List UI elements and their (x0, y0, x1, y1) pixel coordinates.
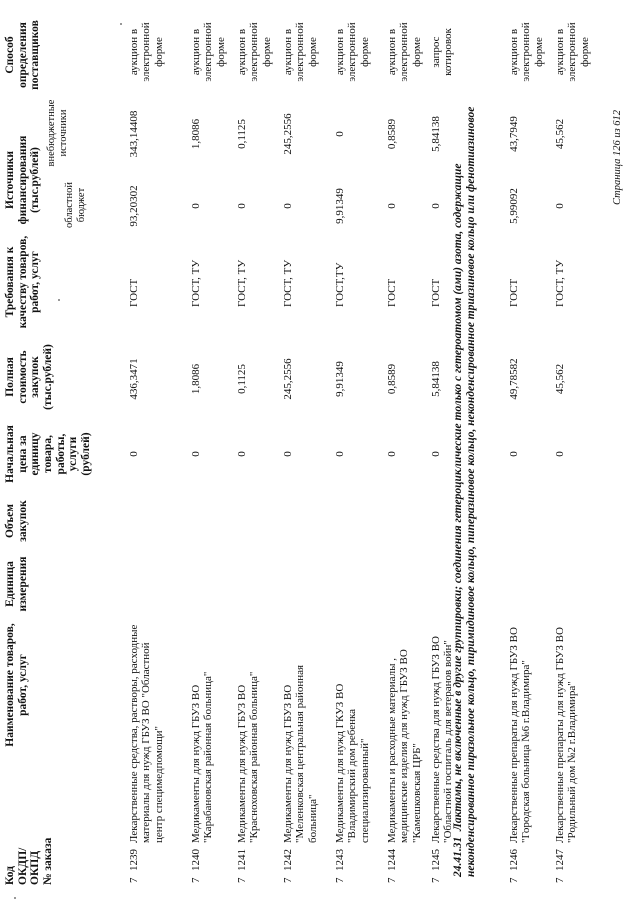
cell-unit-price: 0 (334, 451, 346, 457)
cell-name: Медикаменты для нужд ГБУЗ ВО "Меленковская центральная районная больница" (282, 664, 319, 843)
cell-name: Медикаменты для нужд ГБУЗ ВО "Карабановская районная больница" (190, 671, 215, 843)
cell-total-cost: 436,3471 (128, 358, 140, 400)
cell-offbudget: 245,2556 (282, 113, 294, 155)
cell-total-cost: 49,78582 (508, 358, 520, 400)
cell-requirements: ГОСТ, ТУ (190, 259, 202, 307)
cell-order-number: 1243 (334, 849, 346, 871)
cell-name: Лекарственные средства, растворы, расходные материалы для нужд ГБУЗ ВО "Областной центр специмедпомощи" (128, 624, 165, 843)
cell-order-number: 1245 (430, 849, 442, 871)
cell-requirements: ГОСТ (430, 278, 442, 307)
cell-method: аукцион в электронной форме (508, 22, 545, 82)
cell-code: 7 (128, 877, 140, 883)
cell-total-cost: 9,91349 (334, 361, 346, 397)
cell-regional-budget: 0 (430, 203, 442, 209)
cell-method: запрос котировок (430, 28, 455, 76)
scan-speck (58, 299, 60, 301)
cell-requirements: ГОСТ (128, 278, 140, 307)
header-requirements: Требования к качеству товаров, работ, услуг (4, 235, 42, 329)
cell-requirements: ГОСТ (508, 278, 520, 307)
cell-code: 7 (508, 877, 520, 883)
header-price: Начальная цена за единицу товара, работы, услуги (рублей) (4, 425, 92, 483)
cell-offbudget: 0,8589 (386, 118, 398, 150)
header-volume: Объем закупок (4, 500, 29, 542)
cell-offbudget: 0 (334, 131, 346, 137)
cell-unit-price: 0 (554, 451, 566, 457)
cell-name: Медикаменты и расходные материалы , медицинские изделия для нужд ГБУЗ ВО "Камешковская ЦРБ" (386, 649, 423, 843)
cell-code: 7 (554, 877, 566, 883)
page-footer: Страница 126 из 612 (612, 109, 623, 205)
cell-order-number: 1244 (386, 849, 398, 871)
cell-method: аукцион в электронной форме (282, 22, 319, 82)
cell-unit-price: 0 (236, 451, 248, 457)
cell-requirements: ГОСТ, ТУ (554, 259, 566, 307)
cell-order-number: 1239 (128, 849, 140, 871)
cell-offbudget: 1,8086 (190, 118, 202, 150)
header-unit: Единица измерения (4, 556, 29, 612)
cell-method: аукцион в электронной форме (386, 22, 423, 82)
cell-code: 7 (236, 877, 248, 883)
header-code: Код ОКДП/ ОКПД № заказа (4, 837, 54, 885)
cell-unit-price: 0 (282, 451, 294, 457)
cell-order-number: 1247 (554, 849, 566, 871)
cell-regional-budget: 93,20302 (128, 185, 140, 227)
cell-regional-budget: 0 (190, 203, 202, 209)
cell-method: аукцион в электронной форме (190, 22, 227, 82)
cell-code: 7 (282, 877, 294, 883)
cell-method: аукцион в электронной форме (334, 22, 371, 82)
cell-name: Лекарственные препараты для нужд ГБУЗ ВО "Родильный дом №2 г.Владимира" (554, 627, 579, 843)
cell-order-number: 1246 (508, 849, 520, 871)
cell-requirements: ГОСТ, ТУ (236, 259, 248, 307)
cell-regional-budget: 0 (282, 203, 294, 209)
cell-code: 7 (334, 877, 346, 883)
section-text: Лактамы, не включенные в другие группировки; соединения гетероциклические только с гетероатомом (ами) азота, содержащие неконденсированное пиразольное кольцо, пиримидиновое кольцо, пиперазиновое кольцо, неконденсированное триазиновое кольцо или фенотиазиновое (452, 106, 478, 877)
scan-speck (120, 23, 122, 25)
header-total: Полная стоимость закупок (тыс.рублей) (4, 344, 54, 410)
cell-total-cost: 245,2556 (282, 358, 294, 400)
cell-name: Медикаменты для нужд ГКУЗ ВО "Владимирский дом ребенка специализированный" (334, 683, 371, 843)
cell-total-cost: 45,562 (554, 363, 566, 395)
cell-offbudget: 45,562 (554, 118, 566, 150)
cell-unit-price: 0 (508, 451, 520, 457)
cell-code: 7 (430, 877, 442, 883)
header-financing-offbudget: внебюджетные источники (46, 99, 69, 167)
cell-regional-budget: 0 (386, 203, 398, 209)
section-code: 24.41.31 (452, 836, 464, 877)
scan-speck (14, 897, 16, 899)
cell-requirements: ГОСТ (386, 278, 398, 307)
cell-method: аукцион в электронной форме (554, 22, 591, 82)
cell-regional-budget: 9,91349 (334, 188, 346, 224)
cell-code: 7 (386, 877, 398, 883)
cell-order-number: 1240 (190, 849, 202, 871)
cell-method: аукцион в электронной форме (128, 22, 165, 82)
cell-unit-price: 0 (128, 451, 140, 457)
cell-total-cost: 1,8086 (190, 363, 202, 395)
cell-code: 7 (190, 877, 202, 883)
cell-offbudget: 343,14408 (128, 110, 140, 158)
cell-total-cost: 0,1125 (236, 364, 248, 394)
cell-requirements: ГОСТ, ТУ (282, 259, 294, 307)
header-method: Способ определения поставщиков (4, 20, 42, 90)
cell-name: Медикаменты для нужд ГБУЗ ВО "Красноховская районная больница" (236, 671, 261, 843)
cell-method: аукцион в электронной форме (236, 22, 273, 82)
cell-name: Лекарственные препараты для нужд ГБУЗ ВО "Городская больница №6 г.Владимира" (508, 627, 533, 843)
cell-order-number: 1241 (236, 849, 248, 871)
cell-unit-price: 0 (190, 451, 202, 457)
cell-name: Лекарственные средства для нужд ГБУЗ ВО "Областной госпиталь для ветеранов войн" (430, 636, 455, 843)
cell-unit-price: 0 (386, 451, 398, 457)
cell-requirements: ГОСТ,ТУ (334, 262, 346, 307)
header-name: Наименование товаров, работ, услуг (4, 623, 29, 747)
cell-offbudget: 0,1125 (236, 119, 248, 149)
cell-regional-budget: 0 (236, 203, 248, 209)
cell-regional-budget: 5,99092 (508, 188, 520, 224)
cell-total-cost: 0,8589 (386, 363, 398, 395)
cell-total-cost: 5,84138 (430, 361, 442, 397)
cell-offbudget: 5,84138 (430, 116, 442, 152)
cell-unit-price: 0 (430, 451, 442, 457)
header-financing-regional: областной бюджет (64, 182, 87, 228)
cell-order-number: 1242 (282, 849, 294, 871)
section-heading (452, 77, 478, 877)
cell-offbudget: 43,7949 (508, 116, 520, 152)
header-financing: Источники финансирования (тыс.рублей) (4, 135, 42, 225)
cell-regional-budget: 0 (554, 203, 566, 209)
